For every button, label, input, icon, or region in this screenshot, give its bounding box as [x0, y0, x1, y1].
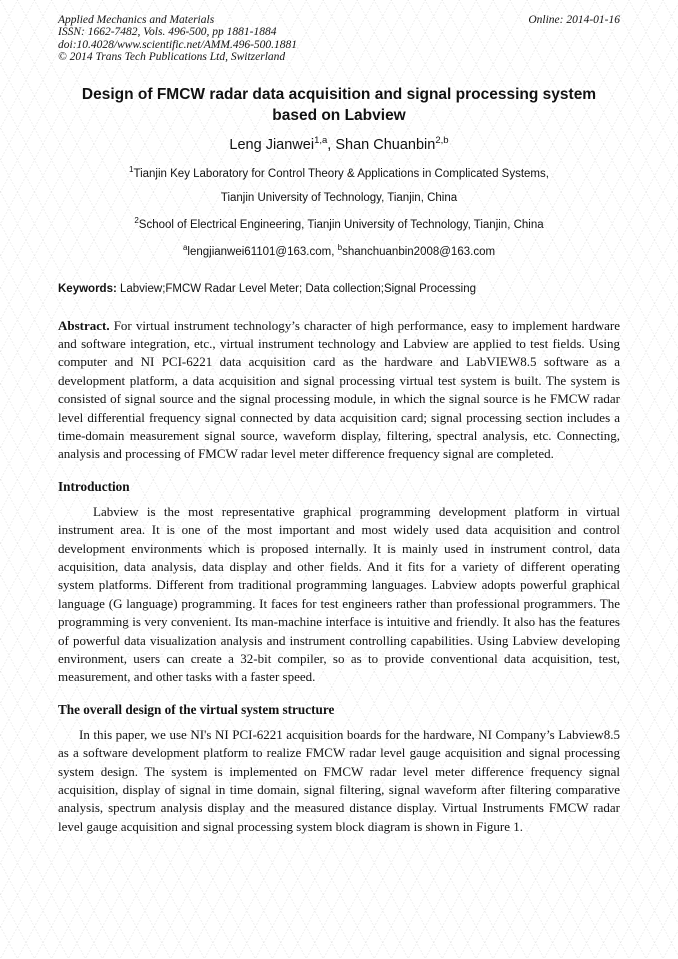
abstract-text: For virtual instrument technology’s character of high performance, easy to implement hardware and software integration, etc., virtual instrument technology and Labview are applied to test fields. Using computer and NI PCI-6221 data acquisition card as the hardware and LabVIEW8.5 software as a development platform, a data acquisition and signal processing virtual test system is built. The system is consisted of signal source and the signal processing module, in which the signal source is he FMCW radar level differential frequency signal connected by data acquisition card; signal processing section includes a time-domain measurement signal source, waveform display, filtering, spectral analysis, etc. Connecting, analysis and processing of FMCW radar level meter difference frequency signal are completed.: [58, 317, 620, 462]
email-marker: a: [182, 242, 188, 252]
affiliation-text: Tianjin Key Laboratory for Control Theory & Applications in Complicated Systems,: [133, 167, 549, 180]
affiliation-line-2: [58, 192, 620, 204]
email-address: shanchuanbin2008@163.com: [342, 245, 496, 258]
affiliation-line-1: [58, 165, 620, 180]
keywords-line: [58, 283, 620, 295]
doi-line: doi:10.4028/www.scientific.net/AMM.496-500.1881: [58, 38, 298, 51]
abstract: [58, 317, 620, 464]
keywords-text: Labview;FMCW Radar Level Meter; Data collection;Signal Processing: [120, 282, 477, 295]
issn-line: ISSN: 1662-7482, Vols. 496-500, pp 1881-1884: [58, 26, 277, 39]
section-heading-introduction: Introduction: [58, 478, 130, 494]
paper-title: Design of FMCW radar data acquisition and signal processing system based on Labview: [81, 86, 597, 125]
author-affiliation-marker: 2,b: [435, 135, 449, 147]
section-paragraph-introduction: Labview is the most representative graphical programming development platform in virtual instrument area. It is one of the most important and most widely used data acquisition and control development environments which is proposed internally. It is mainly used in instrument control, data acquisition, data analysis, data display and other fields. And it fits for a variety of different operating system platforms. Different from traditional programming languages. Labview adopts powerful graphical language (G language) programming. It faces for test engineers rather than professional programmers. The programming is very convenient. Its man-machine interface is intuitive and friendly. It also has the features of powerful data visualization analysis and instrument controlling capabilities. Using Labview developing environment, users can create a 32-bit compiler, so as to provide conventional data acquisition, test, measurement, and other tasks with a faster speed.: [58, 503, 620, 685]
section-paragraph-overall-design: In this paper, we use NI's NI PCI-6221 acquisition boards for the hardware, NI Company’s Labview8.5 as a software development platform to realize FMCW radar level gauge acquisition and signal processing system design. The system is implemented on FMCW radar level meter difference frequency signal acquisition, display of signal in time domain, signal filtering, signal waveform after filtering comparative analysis, spectrum analysis display and the measured distance display. Virtual Instruments FMCW radar level gauge acquisition and signal processing system block diagram is shown in Figure 1.: [58, 726, 620, 834]
journal-name: Applied Mechanics and Materials: [58, 14, 215, 26]
emails-line: [58, 243, 620, 258]
affiliation-text: Tianjin University of Technology, Tianjin, China: [220, 191, 458, 204]
authors-line: [58, 135, 620, 153]
email-marker: b: [337, 242, 343, 252]
authors-separator: ,: [327, 137, 336, 154]
affiliation-marker: 2: [134, 215, 139, 225]
affiliation-text: School of Electrical Engineering, Tianjin University of Technology, Tianjin, China: [138, 218, 544, 231]
copyright-line: © 2014 Trans Tech Publications Ltd, Switzerland: [58, 50, 286, 63]
keywords-label: Keywords:: [58, 282, 117, 295]
online-date: Online: 2014-01-16: [528, 14, 620, 26]
email-address: lengjianwei61101@163.com: [187, 245, 332, 258]
author-affiliation-marker: 1,a: [314, 135, 328, 147]
author-name: Shan Chuanbin: [335, 137, 436, 154]
emails-separator: ,: [331, 245, 338, 258]
journal-info: [58, 14, 297, 63]
affiliation-line-3: [58, 216, 620, 231]
section-heading-overall-design: The overall design of the virtual system structure: [58, 701, 335, 717]
affiliation-marker: 1: [129, 165, 134, 175]
author-name: Leng Jianwei: [229, 137, 315, 154]
abstract-label: Abstract.: [58, 317, 110, 333]
page-header: [58, 14, 620, 63]
